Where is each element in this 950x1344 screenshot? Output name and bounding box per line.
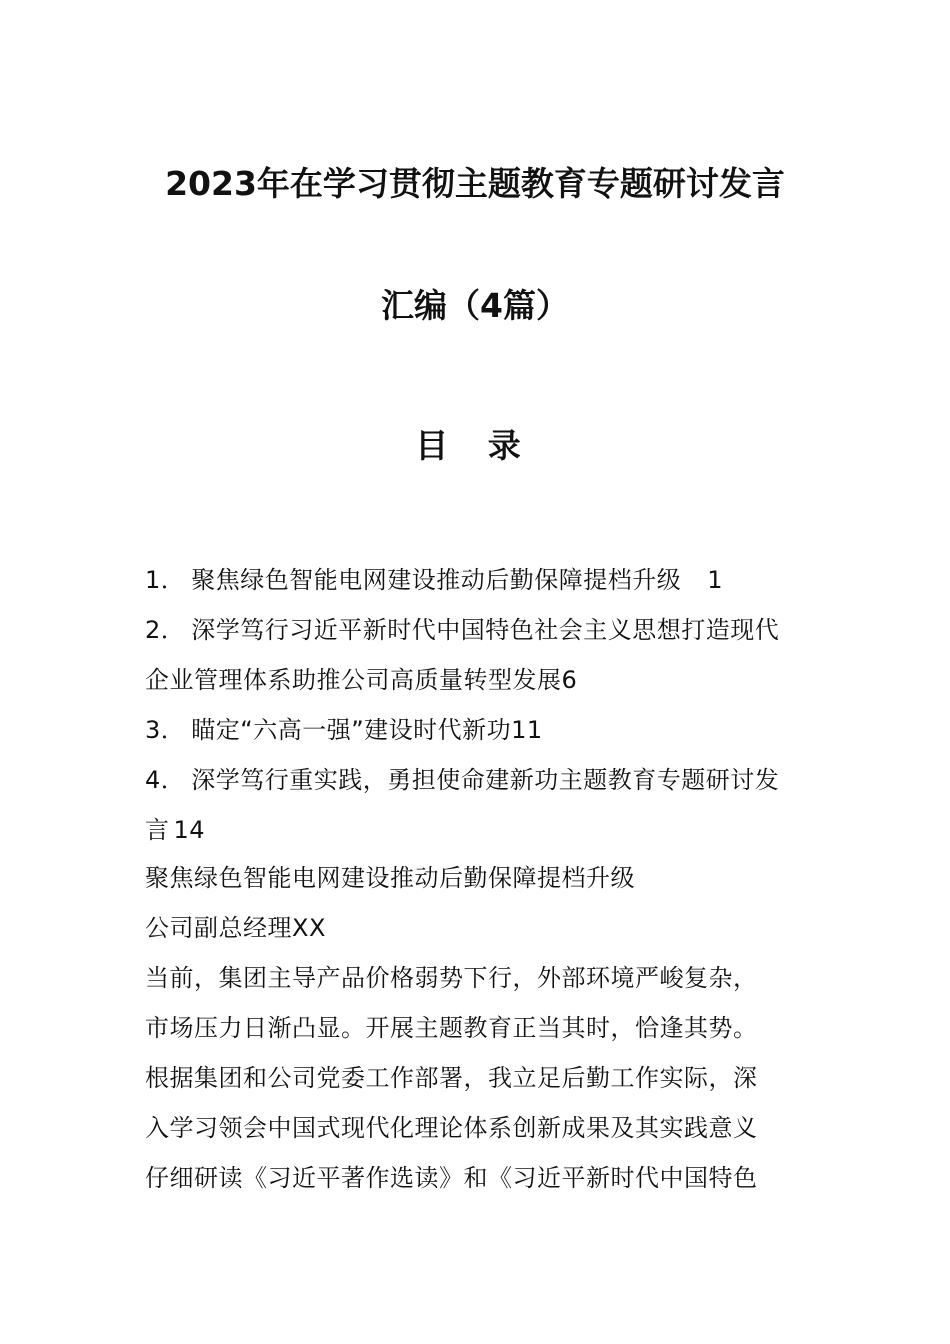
article-paragraph-line: 根据集团和公司党委工作部署，我立足后勤工作实际，深 xyxy=(145,1064,758,1092)
toc-heading: 目 录 xyxy=(415,426,535,465)
toc-entry-1[interactable] xyxy=(145,564,723,596)
toc-entry-page: 11 xyxy=(511,716,543,744)
toc-entry-number: 4． xyxy=(145,766,186,794)
toc-entry-4-continued[interactable] xyxy=(145,814,205,846)
toc-entry-page: 14 xyxy=(173,816,206,844)
toc-entry-text-line-1: 深学笃行重实践，勇担使命建新功主题教育专题研讨发 xyxy=(191,766,780,794)
toc-entry-2[interactable] xyxy=(145,614,779,646)
toc-entry-4[interactable] xyxy=(145,764,779,796)
article-paragraph-line: 当前，集团主导产品价格弱势下行，外部环境严峻复杂， xyxy=(145,964,758,992)
toc-entry-number: 2． xyxy=(145,616,186,644)
toc-entry-3[interactable] xyxy=(145,714,543,746)
toc-entry-text-line-2: 企业管理体系助推公司高质量转型发展 xyxy=(145,666,562,694)
toc-entry-number: 1． xyxy=(145,566,186,594)
toc-entry-text: 瞄定“六高一强”建设时代新功 xyxy=(191,716,512,744)
article-title: 聚焦绿色智能电网建设推动后勤保障提档升级 xyxy=(145,864,635,892)
article-paragraph-line: 市场压力日渐凸显。开展主题教育正当其时，恰逢其势。 xyxy=(145,1014,758,1042)
toc-entry-page: 6 xyxy=(561,666,578,694)
toc-entry-text: 聚焦绿色智能电网建设推动后勤保障提档升级 xyxy=(191,566,682,594)
toc-entry-page: 1 xyxy=(707,566,724,594)
article-paragraph-line: 仔细研读《习近平著作选读》和《习近平新时代中国特色 xyxy=(145,1164,758,1192)
document-title-line-2: 汇编（4篇） xyxy=(381,286,569,325)
article-paragraph-line: 入学习领会中国式现代化理论体系创新成果及其实践意义 xyxy=(145,1114,758,1142)
toc-entry-text-line-1: 深学笃行习近平新时代中国特色社会主义思想打造现代 xyxy=(191,616,780,644)
toc-entry-text-line-2: 言 xyxy=(145,816,170,844)
article-author: 公司副总经理XX xyxy=(145,914,326,942)
toc-entry-number: 3． xyxy=(145,716,186,744)
document-title-line-1: 2023年在学习贯彻主题教育专题研讨发言 xyxy=(165,164,785,203)
toc-entry-2-continued[interactable] xyxy=(145,664,577,696)
